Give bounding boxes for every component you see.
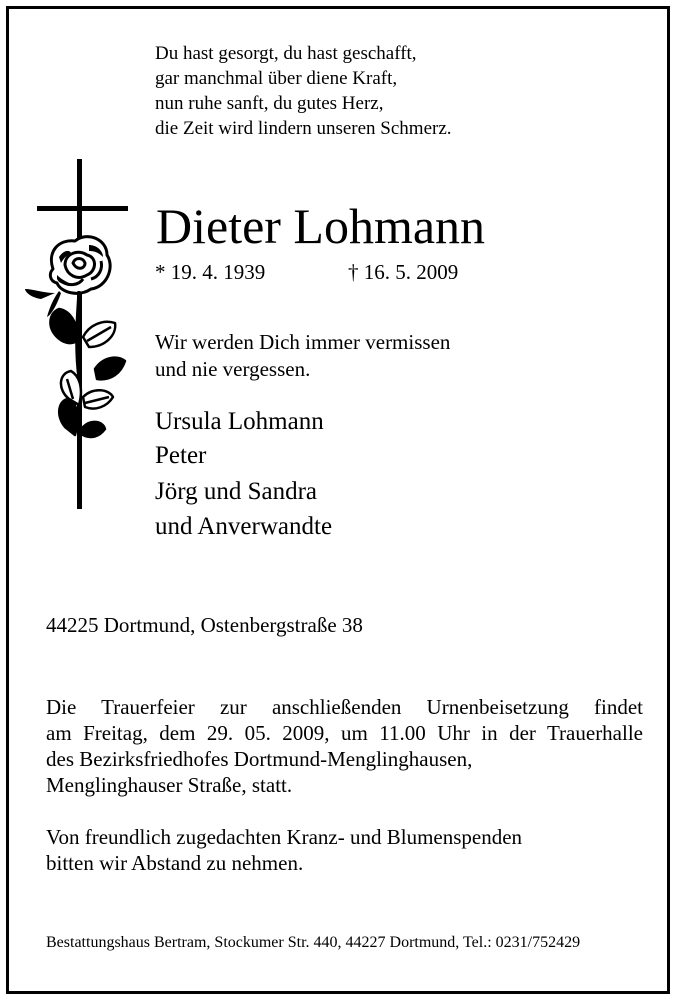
remembrance-line: Wir werden Dich immer vermissen [155, 330, 451, 354]
funeral-notice-line: am Freitag, dem 29. 05. 2009, um 11.00 Uhr in der Trauerhalle [46, 721, 643, 745]
funeral-notice [46, 694, 643, 798]
flowers-notice [46, 824, 643, 876]
birth-date: * 19. 4. 1939 [155, 260, 266, 284]
mourner-name: und Anverwandte [155, 513, 333, 540]
flowers-notice-line: Von freundlich zugedachten Kranz- und Blumenspenden [46, 825, 523, 849]
poem-line: gar manchmal über diene Kraft, [155, 68, 398, 89]
funeral-notice-line: Menglinghauser Straße, statt. [46, 773, 293, 797]
mourner-name: Jörg und Sandra [155, 478, 318, 505]
death-date: † 16. 5. 2009 [348, 260, 459, 284]
mourner-address: 44225 Dortmund, Ostenbergstraße 38 [46, 613, 363, 637]
flowers-notice-line: bitten wir Abstand zu nehmen. [46, 851, 304, 875]
funeral-notice-line: des Bezirksfriedhofes Dortmund-Menglinghausen, [46, 747, 473, 771]
obituary-notice [6, 6, 670, 994]
poem [155, 41, 452, 141]
mourner-name: Peter [155, 442, 207, 469]
funeral-notice-line: Die Trauerfeier zur anschließenden Urnenbeisetzung findet [46, 695, 643, 719]
remembrance-line: und nie vergessen. [155, 357, 311, 381]
poem-line: nun ruhe sanft, du gutes Herz, [155, 93, 384, 114]
remembrance-text [155, 329, 450, 383]
deceased-name: Dieter Lohmann [156, 198, 486, 254]
poem-line: Du hast gesorgt, du hast geschafft, [155, 43, 417, 64]
funeral-home-footer: Bestattungshaus Bertram, Stockumer Str. 440, 44227 Dortmund, Tel.: 0231/752429 [46, 934, 581, 951]
cross-with-rose-icon [17, 159, 137, 519]
mourner-name: Ursula Lohmann [155, 408, 324, 435]
poem-line: die Zeit wird lindern unseren Schmerz. [155, 118, 452, 139]
